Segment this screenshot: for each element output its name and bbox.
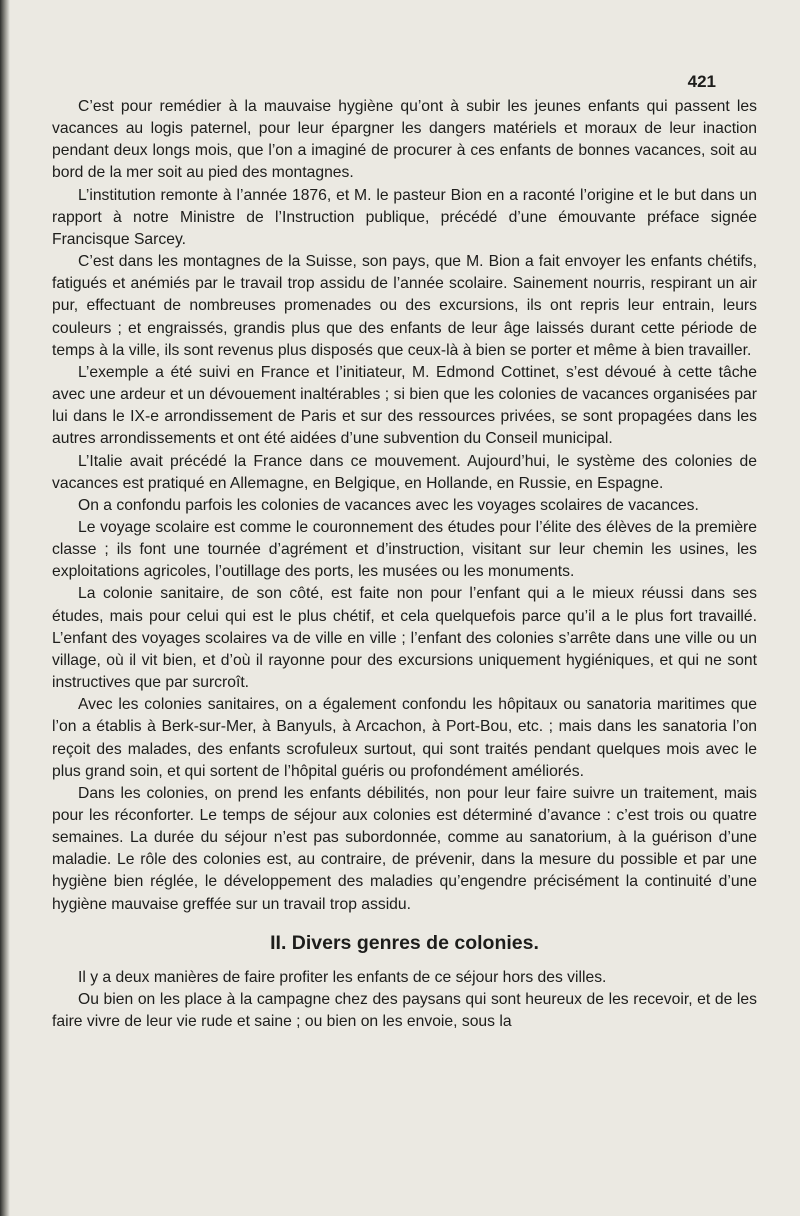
- paragraph: Il y a deux manières de faire profiter les enfants de ce séjour hors des villes.: [78, 968, 607, 986]
- section-heading: II. Divers genres de colonies.: [270, 931, 539, 954]
- paragraph: Avec les colonies sanitaires, on a également confondu les hôpitaux ou sanatoria maritimes que l’on a établis à Berk-sur-Mer, à Banyuls, à Arcachon, à Port-Bou, etc. ; mais dans les sanatoria l’on reçoit des malades, des enfants scrofuleux surtout, qui sont traités pendant quelques mois avec le plus grand soin, et qui sortent de l’hôpital guéris ou profondément améliorés.: [52, 696, 757, 780]
- paragraph: L’exemple a été suivi en France et l’initiateur, M. Edmond Cottinet, s’est dévoué à cette tâche avec une ardeur et un dévouement inaltérables ; si bien que les colonies de vacances organisées par lui dans le IX-e arrondissement de Paris et sur des ressources privées, se sont propagées dans les autres arrondissements et ont été aidées d’une subvention du Conseil municipal.: [52, 363, 757, 448]
- paragraph: La colonie sanitaire, de son côté, est faite non pour l’enfant qui a le mieux réussi dans ses études, mais pour celui qui est le plus chétif, et cela quelquefois parce qu’il a le plus fort travaillé. L’enfant des voyages scolaires va de ville en ville ; l’enfant des colonies s’arrête dans une ville ou un village, où il vit bien, et d’où il rayonne pour des excursions uniquement hygiéniques, et qui ne sont instructives que par surcroît.: [52, 585, 757, 692]
- paragraph: On a confondu parfois les colonies de vacances avec les voyages scolaires de vacances.: [78, 496, 699, 514]
- page-number: 421: [687, 72, 716, 91]
- paragraph: Ou bien on les place à la campagne chez des paysans qui sont heureux de les recevoir, et de les faire vivre de leur vie rude et saine ; ou bien on les envoie, sous la: [52, 991, 757, 1031]
- paragraph: C’est dans les montagnes de la Suisse, son pays, que M. Bion a fait envoyer les enfants chétifs, fatigués et anémiés par le travail trop assidu de l’année scolaire. Sainement nourris, respirant un air pur, effectuant de nombreuses promenades ou des excursions, ils ont repris leur entrain, leurs couleurs ; et engraissés, grandis plus que des enfants de leur âge laissés durant cette période de temps à la ville, ils sont revenus plus disposés que ceux-là à bien se porter et même à bien travailler.: [52, 253, 757, 359]
- paragraph: L’Italie avait précédé la France dans ce mouvement. Aujourd’hui, le système des colonies de vacances est pratiqué en Allemagne, en Belgique, en Hollande, en Russie, en Espagne.: [52, 452, 757, 492]
- paragraph: Dans les colonies, on prend les enfants débilités, non pour leur faire suivre un traitement, mais pour les réconforter. Le temps de séjour aux colonies est déterminé d’avance : c’est trois ou quatre semaines. La durée du séjour n’est pas subordonnée, comme au sanatorium, à la guérison d’une maladie. Le rôle des colonies est, au contraire, de prévenir, dans la mesure du possible et par une hygiène bien réglée, le développement des maladies qu’engendre précisément la continuité d’une hygiène mauvaise greffée sur un travail trop assidu.: [52, 784, 757, 913]
- page-edge-shadow: [0, 0, 10, 1216]
- paragraph: Le voyage scolaire est comme le couronnement des études pour l’élite des élèves de la première classe ; ils font une tournée d’agrément et d’instruction, visitant sur leur chemin les usines, les exploitations agricoles, l’outillage des ports, les musées ou les monuments.: [52, 518, 757, 581]
- page-body: [52, 96, 757, 1033]
- paragraph: C’est pour remédier à la mauvaise hygiène qu’ont à subir les jeunes enfants qui passent les vacances au logis paternel, pour leur épargner les dangers matériels et moraux de leur inaction pendant deux longs mois, que l’on a imaginé de procurer à ces enfants de bonnes vacances, soit au bord de la mer soit au pied des montagnes.: [52, 98, 757, 182]
- paragraph: L’institution remonte à l’année 1876, et M. le pasteur Bion en a raconté l’origine et le but dans un rapport à notre Ministre de l’Instruction publique, précédé d’une émouvante préface signée Francisque Sarcey.: [52, 186, 757, 248]
